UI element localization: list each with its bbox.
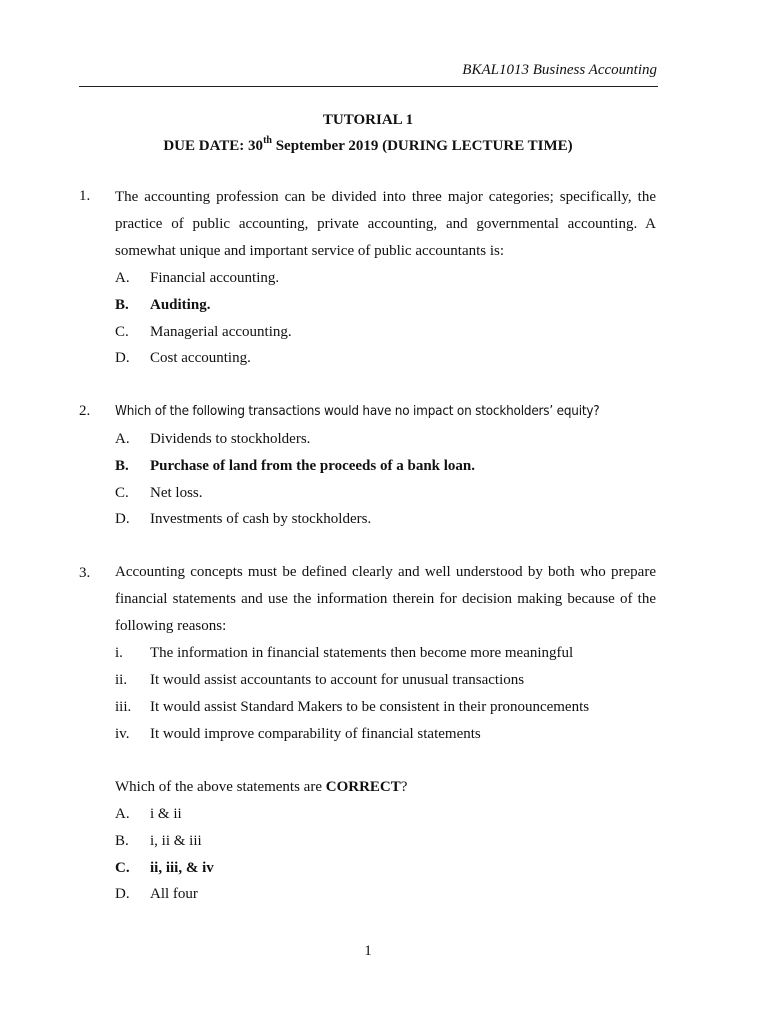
question-1-number: 1. xyxy=(79,188,91,204)
due-date-prefix: DUE DATE: 30 xyxy=(163,138,264,154)
prompt-emphasis: CORRECT xyxy=(325,779,401,795)
due-date-superscript: th xyxy=(263,135,272,146)
option-text: i & ii xyxy=(150,806,182,822)
option-label: B. xyxy=(115,833,129,849)
option-label: B. xyxy=(115,297,129,313)
option-label: C. xyxy=(115,324,129,340)
tutorial-title: TUTORIAL 1 xyxy=(322,112,414,128)
page-number: 1 xyxy=(364,943,372,959)
option-text: Auditing. xyxy=(150,297,211,313)
option-label: D. xyxy=(115,511,130,527)
statement-text: It would assist accountants to account for unusual transactions xyxy=(150,672,525,688)
option-label: A. xyxy=(115,431,130,447)
question-3-prompt xyxy=(115,779,407,796)
statement-label: i. xyxy=(115,645,123,661)
option-text: Purchase of land from the proceeds of a bank loan. xyxy=(150,458,476,474)
statement-text: It would improve comparability of financial statements xyxy=(150,726,481,742)
option-text: Financial accounting. xyxy=(150,270,280,286)
option-label: C. xyxy=(115,485,129,501)
question-3-stem: Accounting concepts must be defined clearly and well understood by both who prepare financial statements and use the information therein for decision making because of the following reasons: xyxy=(115,564,656,634)
option-text: ii, iii, & iv xyxy=(150,860,214,876)
question-1-stem: The accounting profession can be divided into three major categories; specifically, the practice of public accounting, private accounting, and governmental accounting. A somewhat unique and important service of public accountants is: xyxy=(115,189,656,259)
due-date-line xyxy=(0,135,736,155)
option-text: Investments of cash by stockholders. xyxy=(150,511,372,527)
option-text: i, ii & iii xyxy=(150,833,202,849)
option-text: Dividends to stockholders. xyxy=(150,431,311,447)
statement-text: It would assist Standard Makers to be consistent in their pronouncements xyxy=(150,699,590,715)
option-label: D. xyxy=(115,886,130,902)
option-label: B. xyxy=(115,458,129,474)
question-2-number: 2. xyxy=(79,403,91,419)
statement-label: iii. xyxy=(115,699,132,715)
statement-label: iv. xyxy=(115,726,130,742)
header-rule xyxy=(79,86,658,87)
course-header: BKAL1013 Business Accounting xyxy=(462,62,657,78)
question-3-number: 3. xyxy=(79,565,91,581)
due-date-suffix: September 2019 (DURING LECTURE TIME) xyxy=(271,138,573,154)
option-text: Cost accounting. xyxy=(150,350,251,366)
statement-text: The information in financial statements then become more meaningful xyxy=(150,645,574,661)
option-label: A. xyxy=(115,270,130,286)
option-text: Managerial accounting. xyxy=(150,324,292,340)
option-text: All four xyxy=(150,886,198,902)
option-label: A. xyxy=(115,806,130,822)
option-text: Net loss. xyxy=(150,485,203,501)
option-label: C. xyxy=(115,860,130,876)
question-2-stem: Which of the following transactions would have no impact on stockholders’ equity? xyxy=(115,404,600,419)
statement-label: ii. xyxy=(115,672,128,688)
prompt-suffix: ? xyxy=(400,779,408,795)
option-label: D. xyxy=(115,350,130,366)
prompt-prefix: Which of the above statements are xyxy=(115,779,326,795)
